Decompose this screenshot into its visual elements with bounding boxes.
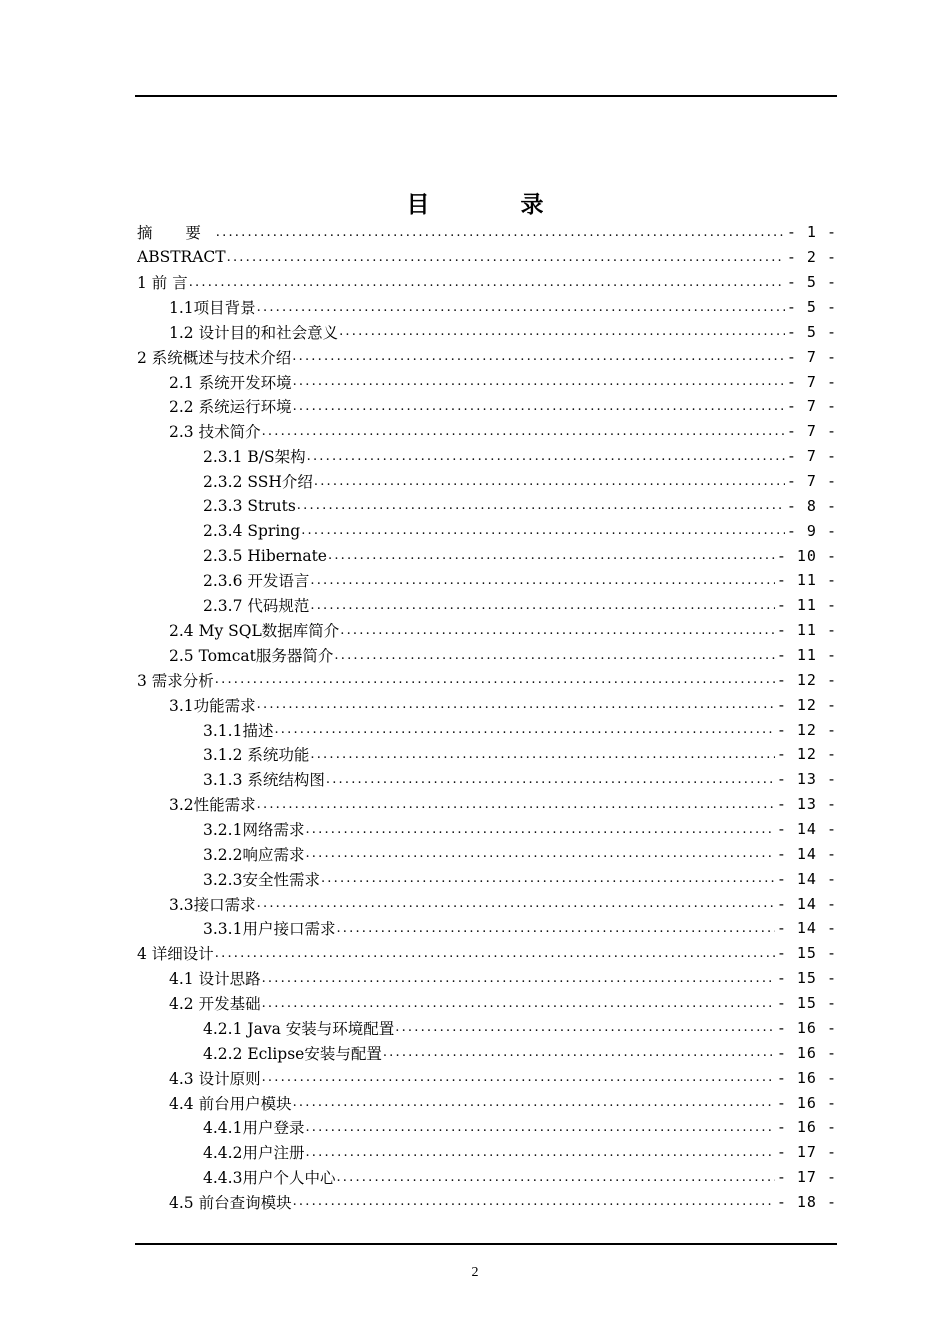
toc-dot-leader: [291, 349, 785, 364]
toc-entry-page: - 11 -: [776, 596, 837, 615]
toc-dot-leader: [300, 523, 785, 538]
toc-entry[interactable]: [137, 717, 837, 742]
toc-entry-page: - 16 -: [776, 1093, 837, 1112]
toc-entry[interactable]: [137, 966, 837, 991]
toc-dot-leader: [292, 1194, 775, 1209]
toc-dot-leader: [325, 772, 775, 787]
toc-entry-page: - 12 -: [776, 670, 837, 689]
toc-entry-page: - 14 -: [776, 820, 837, 839]
toc-dot-leader: [261, 971, 775, 986]
toc-entry-page: - 7 -: [786, 422, 837, 441]
toc-entry-page: - 11 -: [776, 621, 837, 640]
toc-title: 目 录: [406, 192, 578, 218]
toc-entry-label: 3.2性能需求: [169, 796, 256, 815]
toc-entry-label: 2.3.4 Spring: [203, 521, 301, 540]
toc-entry-page: - 9 -: [786, 521, 837, 540]
toc-dot-leader: [335, 921, 774, 936]
toc-entry[interactable]: [137, 1016, 837, 1041]
toc-entry-label: 3.1功能需求: [169, 696, 256, 715]
toc-entry-label: 2.3.5 Hibernate: [203, 546, 327, 565]
toc-entry-page: - 14 -: [776, 869, 837, 888]
toc-entry-label: 3.3.1用户接口需求: [203, 920, 336, 939]
toc-entry-label: 4.4.1用户登录: [203, 1119, 305, 1138]
toc-entry[interactable]: [137, 841, 837, 866]
toc-entry-label: 2.3.3 Struts: [203, 496, 296, 515]
toc-entry[interactable]: [137, 344, 837, 369]
toc-entry-label: 4.1 设计思路: [169, 970, 261, 989]
toc-dot-leader: [309, 573, 774, 588]
toc-entry[interactable]: [137, 543, 837, 568]
toc-entry-page: - 5 -: [786, 298, 837, 316]
toc-dot-leader: [256, 300, 785, 315]
toc-dot-leader: [261, 996, 775, 1011]
toc-entry-label: 3.1.3 系统结构图: [203, 771, 325, 790]
toc-entry-label: 2.3.2 SSH介绍: [203, 473, 313, 492]
toc-entry[interactable]: [137, 1165, 837, 1190]
toc-entry-label: 2.1 系统开发环境: [169, 373, 292, 392]
toc-entry[interactable]: [137, 444, 837, 469]
toc-entry-label: 2.5 Tomcat服务器简介: [169, 647, 334, 666]
toc-entry[interactable]: [137, 493, 837, 518]
toc-entry[interactable]: [137, 916, 837, 941]
toc-entry-label: 3.2.1网络需求: [203, 821, 305, 840]
toc-entry-page: - 1 -: [786, 223, 837, 242]
toc-dot-leader: [335, 1170, 774, 1185]
toc-dot-leader: [327, 548, 775, 563]
toc-entry-label: 3.2.3安全性需求: [203, 870, 320, 889]
toc-entry-label: 2.3.7 代码规范: [203, 597, 310, 616]
toc-entry[interactable]: [137, 1140, 837, 1165]
toc-dot-leader: [306, 449, 785, 464]
toc-entry-page: - 16 -: [776, 1018, 837, 1037]
toc-entry-page: - 16 -: [776, 1118, 837, 1137]
toc-dot-leader: [320, 871, 775, 886]
toc-entry[interactable]: [137, 1115, 837, 1140]
toc-dot-leader: [304, 822, 774, 837]
toc-entry-label: 摘 要: [137, 224, 215, 243]
toc-dot-leader: [261, 424, 785, 439]
toc-dot-leader: [215, 225, 785, 240]
toc-entry-page: - 12 -: [776, 745, 837, 764]
toc-entry-page: - 7 -: [786, 347, 837, 366]
toc-entry-label: 3 需求分析: [137, 671, 214, 690]
toc-dot-leader: [273, 722, 774, 737]
toc-entry-label: 1.2 设计目的和社会意义: [169, 323, 339, 342]
toc-entry-label: 3.1.2 系统功能: [203, 746, 310, 765]
toc-entry-page: - 15 -: [776, 994, 837, 1013]
toc-entry-label: 2.3.6 开发语言: [203, 572, 310, 591]
toc-entry[interactable]: [137, 245, 837, 270]
toc-entry[interactable]: [137, 941, 837, 966]
toc-entry[interactable]: [137, 469, 837, 494]
toc-entry[interactable]: [137, 817, 837, 842]
toc-entry-page: - 12 -: [776, 720, 837, 739]
toc-entry-label: 4.2.1 Java 安装与环境配置: [203, 1019, 395, 1038]
toc-entry-label: 3.2.2响应需求: [203, 845, 305, 864]
toc-dot-leader: [304, 1120, 774, 1135]
toc-dot-leader: [309, 747, 774, 762]
page-number: 2: [471, 1265, 479, 1280]
toc-entry-page: - 7 -: [786, 472, 837, 491]
toc-entry[interactable]: [137, 220, 837, 245]
toc-entry[interactable]: [137, 618, 837, 643]
toc-entry-label: ABSTRACT: [137, 248, 226, 267]
toc-entry[interactable]: [137, 991, 837, 1016]
toc-entry-page: - 12 -: [776, 695, 837, 714]
toc-dot-leader: [292, 399, 785, 414]
toc-entry-page: - 15 -: [776, 969, 837, 988]
toc-entry[interactable]: [137, 1090, 837, 1115]
toc-entry-label: 3.1.1描述: [203, 721, 274, 740]
toc-entry[interactable]: [137, 866, 837, 891]
toc-entry-page: - 14 -: [776, 919, 837, 938]
toc-entry[interactable]: [137, 319, 837, 344]
toc-entry[interactable]: [137, 767, 837, 792]
toc-entry[interactable]: [137, 295, 837, 320]
toc-entry-page: - 7 -: [786, 397, 837, 416]
toc-dot-leader: [296, 498, 785, 513]
toc-dot-leader: [339, 623, 775, 638]
toc-dot-leader: [261, 1070, 775, 1085]
toc-entry-page: - 2 -: [786, 248, 837, 267]
toc-entry[interactable]: [137, 742, 837, 767]
toc-entry[interactable]: [137, 643, 837, 668]
toc-dot-leader: [333, 648, 774, 663]
toc-entry-page: - 11 -: [776, 571, 837, 590]
toc-entry[interactable]: [137, 692, 837, 717]
toc-entry-page: - 17 -: [776, 1143, 837, 1162]
toc-dot-leader: [214, 672, 775, 687]
toc-entry-page: - 5 -: [786, 273, 837, 292]
toc-dot-leader: [304, 1145, 774, 1160]
toc-entry[interactable]: [137, 369, 837, 394]
toc-entry[interactable]: [137, 1040, 837, 1065]
toc-entry-label: 2.3 技术简介: [169, 423, 261, 442]
toc-entry[interactable]: [137, 518, 837, 543]
toc-dot-leader: [309, 598, 774, 613]
table-of-contents: [137, 220, 837, 1214]
toc-entry-label: 4 详细设计: [137, 945, 214, 964]
toc-entry-page: - 16 -: [776, 1068, 837, 1087]
toc-entry-label: 4.3 设计原则: [169, 1069, 261, 1088]
toc-entry[interactable]: [137, 792, 837, 817]
toc-entry[interactable]: [137, 394, 837, 419]
toc-entry-page: - 14 -: [776, 894, 837, 913]
toc-entry-label: 4.5 前台查询模块: [169, 1193, 292, 1212]
toc-entry[interactable]: [137, 1190, 837, 1215]
toc-entry-label: 4.4 前台用户模块: [169, 1094, 292, 1113]
toc-entry-page: - 16 -: [776, 1043, 837, 1062]
toc-entry-page: - 18 -: [776, 1192, 837, 1211]
toc-dot-leader: [394, 1020, 775, 1035]
toc-dot-leader: [256, 797, 775, 812]
toc-entry-page: - 5 -: [786, 322, 837, 341]
toc-dot-leader: [313, 474, 785, 489]
toc-entry[interactable]: [137, 593, 837, 618]
toc-dot-leader: [188, 275, 785, 290]
toc-entry-label: 1.1项目背景: [169, 299, 256, 317]
toc-entry[interactable]: [137, 419, 837, 444]
toc-entry[interactable]: [137, 1065, 837, 1090]
toc-entry[interactable]: [137, 568, 837, 593]
toc-dot-leader: [292, 1095, 775, 1110]
toc-entry-page: - 11 -: [776, 646, 837, 665]
toc-entry-label: 2 系统概述与技术介绍: [137, 348, 292, 367]
toc-dot-leader: [256, 697, 775, 712]
toc-entry-label: 2.3.1 B/S架构: [203, 448, 306, 467]
toc-dot-leader: [214, 946, 775, 961]
toc-entry-page: - 7 -: [786, 447, 837, 466]
toc-dot-leader: [338, 324, 785, 339]
toc-entry-page: - 8 -: [786, 496, 837, 515]
toc-entry-page: - 7 -: [786, 372, 837, 391]
toc-dot-leader: [304, 846, 774, 861]
toc-entry-page: - 15 -: [776, 944, 837, 963]
toc-entry[interactable]: [137, 891, 837, 916]
toc-entry-page: - 14 -: [776, 844, 837, 863]
toc-entry-label: 1 前 言: [137, 274, 188, 293]
toc-entry-page: - 10 -: [776, 546, 837, 565]
toc-entry-label: 2.2 系统运行环境: [169, 398, 292, 417]
toc-entry[interactable]: [137, 270, 837, 295]
toc-entry-label: 4.4.3用户个人中心: [203, 1169, 336, 1188]
toc-dot-leader: [256, 896, 775, 911]
toc-dot-leader: [292, 374, 785, 389]
toc-entry-label: 3.3接口需求: [169, 895, 256, 914]
toc-entry-page: - 13 -: [776, 770, 837, 789]
toc-entry-page: - 13 -: [776, 795, 837, 814]
header-rule: [135, 95, 837, 97]
footer-rule: [135, 1243, 837, 1245]
toc-dot-leader: [226, 250, 785, 265]
toc-entry-label: 2.4 My SQL数据库简介: [169, 622, 340, 641]
toc-dot-leader: [382, 1045, 775, 1060]
toc-entry-page: - 17 -: [776, 1168, 837, 1187]
toc-entry-label: 4.2.2 Eclipse安装与配置: [203, 1044, 382, 1063]
toc-entry[interactable]: [137, 667, 837, 692]
toc-entry-label: 4.4.2用户注册: [203, 1144, 305, 1163]
toc-entry-label: 4.2 开发基础: [169, 995, 261, 1014]
